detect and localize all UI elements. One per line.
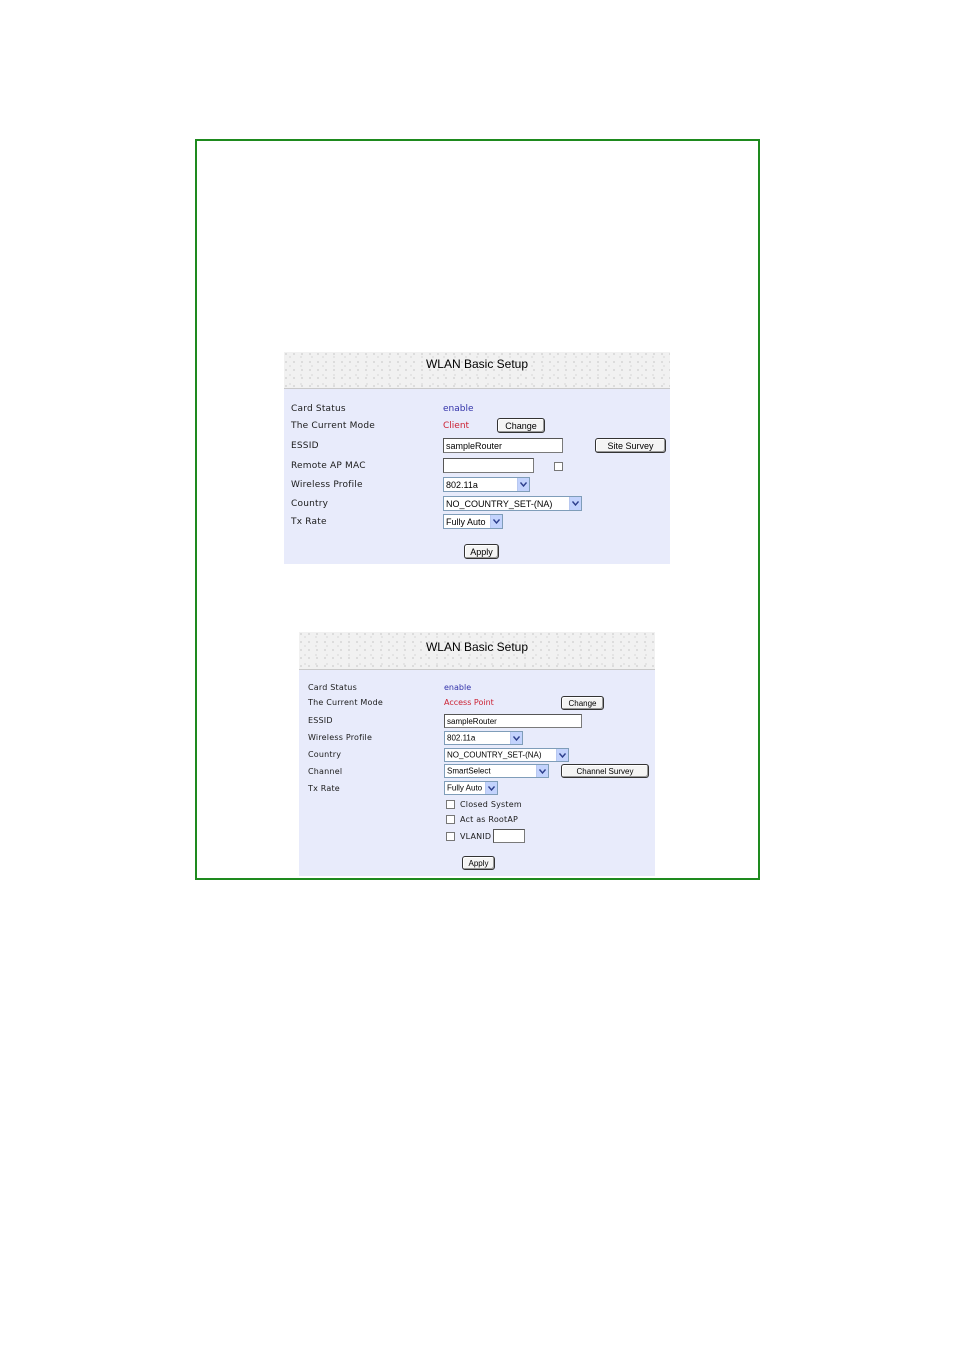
country-selected: NO_COUNTRY_SET-(NA) (446, 498, 553, 509)
card-status-value: enable (444, 683, 472, 692)
chevron-down-icon[interactable] (569, 497, 581, 510)
vlanid-input[interactable] (493, 829, 525, 843)
vlanid-checkbox[interactable] (446, 832, 455, 841)
country-select[interactable] (444, 748, 569, 762)
card-status-value: enable (443, 404, 474, 414)
change-mode-button[interactable]: Change (497, 418, 545, 433)
remote-ap-mac-checkbox[interactable] (554, 462, 563, 471)
chevron-down-icon[interactable] (517, 478, 529, 491)
closed-system-checkbox[interactable] (446, 800, 455, 809)
essid-input[interactable] (444, 714, 582, 728)
remote-ap-mac-input[interactable] (443, 458, 534, 473)
wireless-profile-selected: 802.11a (447, 733, 476, 743)
chevron-down-icon[interactable] (536, 765, 548, 777)
act-as-rootap-checkbox[interactable] (446, 815, 455, 824)
tx-rate-selected: Fully Auto (446, 516, 486, 527)
apply-button[interactable]: Apply (462, 856, 495, 870)
closed-system-label: Closed System (460, 800, 522, 809)
card-status-label: Card Status (291, 404, 346, 414)
channel-selected: SmartSelect (447, 766, 491, 776)
act-as-rootap-label: Act as RootAP (460, 815, 519, 824)
channel-select[interactable] (444, 764, 549, 778)
chevron-down-icon[interactable] (485, 782, 497, 794)
essid-label: ESSID (291, 441, 319, 451)
current-mode-value: Access Point (444, 698, 494, 707)
country-selected: NO_COUNTRY_SET-(NA) (447, 750, 542, 760)
tx-rate-selected: Fully Auto (447, 783, 483, 793)
change-mode-button[interactable]: Change (561, 696, 604, 710)
essid-input[interactable] (443, 438, 563, 453)
channel-label: Channel (308, 767, 343, 776)
tx-rate-label: Tx Rate (291, 517, 327, 527)
current-mode-label: The Current Mode (291, 421, 375, 431)
channel-survey-button[interactable]: Channel Survey (561, 764, 649, 778)
tx-rate-select[interactable] (444, 781, 498, 795)
tx-rate-label: Tx Rate (308, 784, 340, 793)
essid-label: ESSID (308, 716, 333, 725)
country-label: Country (291, 499, 329, 509)
wireless-profile-selected: 802.11a (446, 479, 478, 490)
wireless-profile-label: Wireless Profile (291, 480, 363, 490)
page-title: WLAN Basic Setup (425, 640, 529, 654)
site-survey-button[interactable]: Site Survey (595, 438, 666, 453)
wlan-setup-panel-client (284, 352, 670, 564)
page-title: WLAN Basic Setup (425, 357, 529, 371)
chevron-down-icon[interactable] (510, 732, 522, 744)
panel-header (284, 352, 670, 389)
current-mode-label: The Current Mode (308, 698, 384, 707)
wlan-setup-panel-access-point (299, 632, 655, 876)
wireless-profile-select[interactable] (443, 477, 530, 492)
apply-button[interactable]: Apply (464, 544, 499, 559)
wireless-profile-label: Wireless Profile (308, 733, 373, 742)
remote-ap-mac-label: Remote AP MAC (291, 461, 366, 471)
tx-rate-select[interactable] (443, 514, 503, 529)
country-select[interactable] (443, 496, 582, 511)
wireless-profile-select[interactable] (444, 731, 523, 745)
panel-header (299, 632, 655, 670)
vlanid-label: VLANID (460, 832, 492, 841)
chevron-down-icon[interactable] (556, 749, 568, 761)
chevron-down-icon[interactable] (490, 515, 502, 528)
card-status-label: Card Status (308, 683, 357, 692)
current-mode-value: Client (443, 421, 470, 431)
country-label: Country (308, 750, 342, 759)
